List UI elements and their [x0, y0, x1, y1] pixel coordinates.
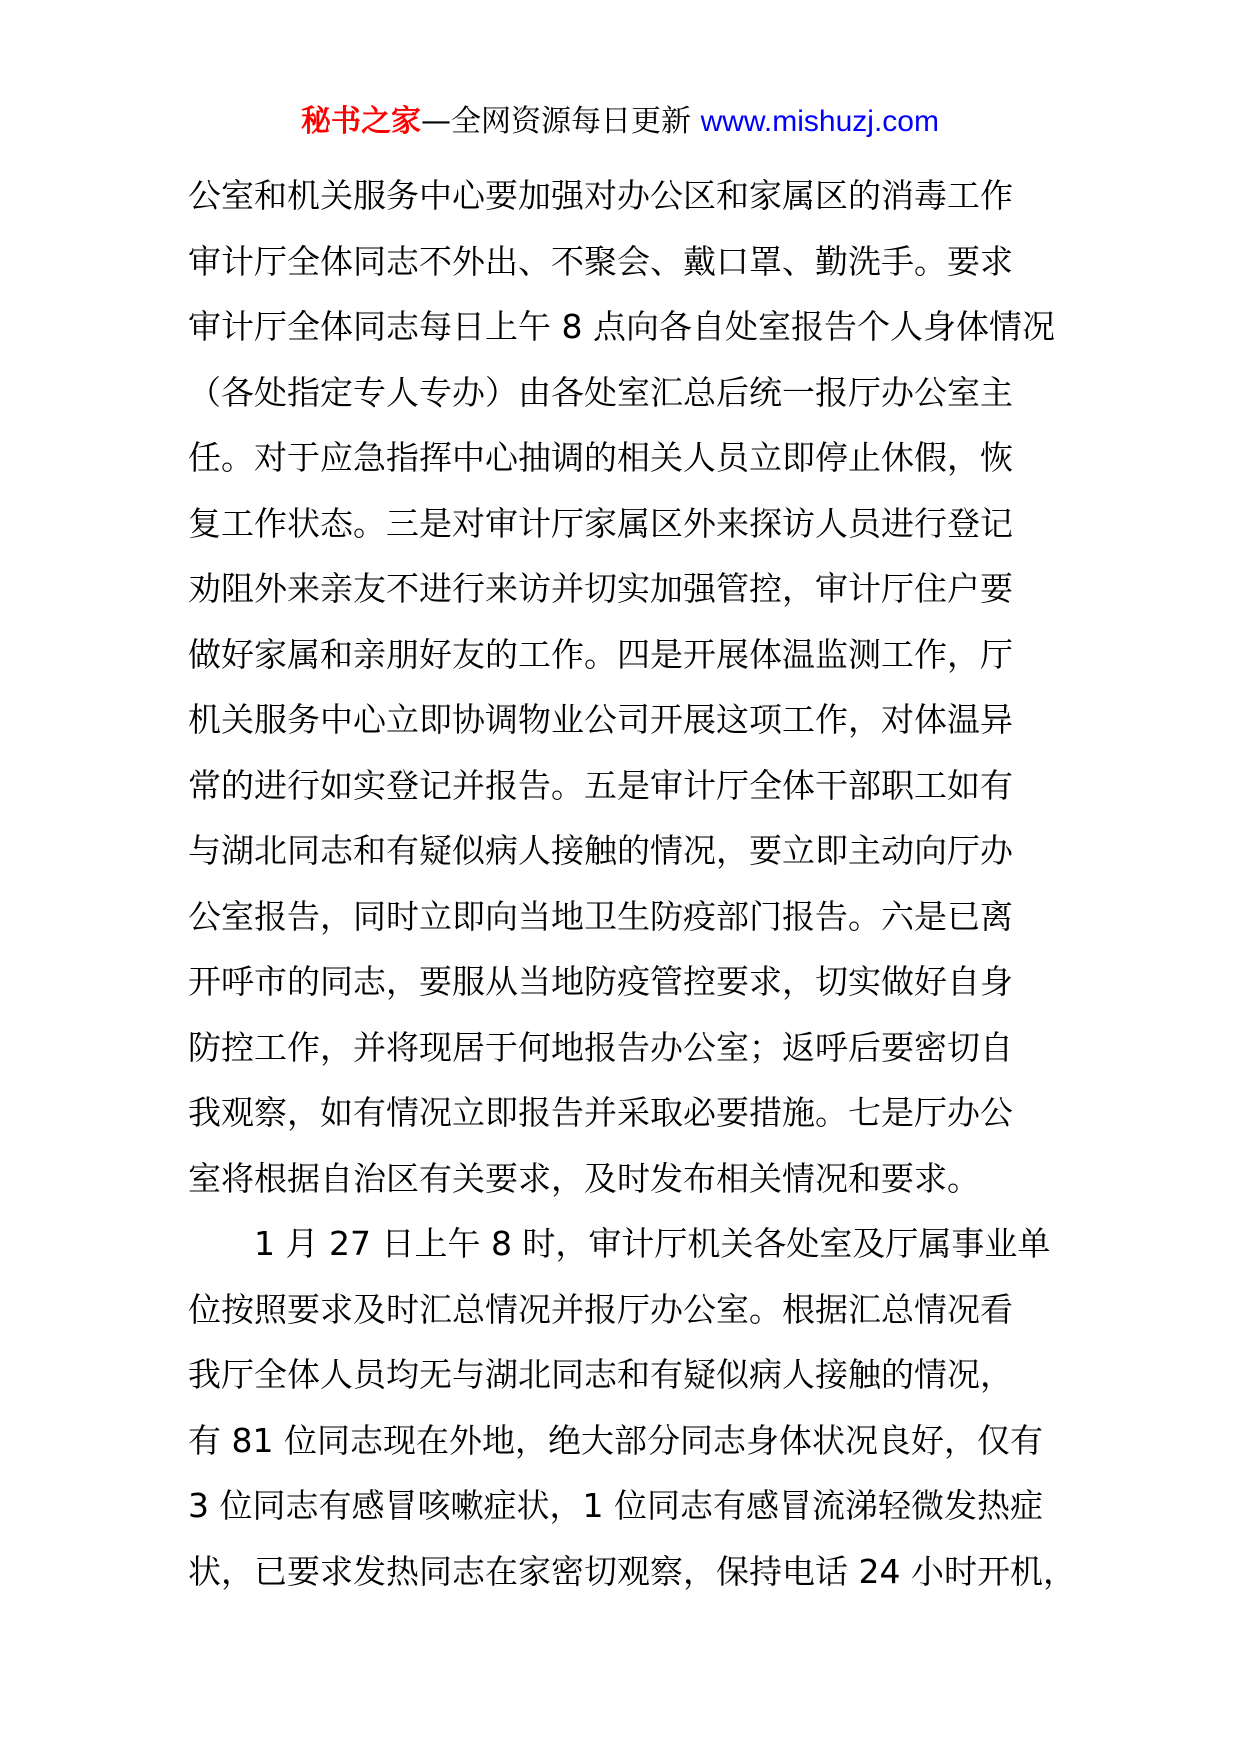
- text-line: 我厅全体人员均无与湖北同志和有疑似病人接触的情况，: [188, 1355, 1013, 1394]
- text-line: 公室报告，同时立即向当地卫生防疫部门报告。六是已离: [188, 896, 1013, 936]
- text-line: 机关服务中心立即协调物业公司开展这项工作，对体温异: [188, 700, 1013, 739]
- text-line: 位按照要求及时汇总情况并报厅办公室。根据汇总情况看: [188, 1289, 1013, 1329]
- text-line: 审计厅全体同志每日上午 8 点向各自处室报告个人身体情况: [188, 307, 1055, 346]
- text-line: 开呼市的同志，要服从当地防疫管控要求，切实做好自身: [188, 962, 1013, 1001]
- text-line: 常的进行如实登记并报告。五是审计厅全体干部职工如有: [188, 765, 1013, 805]
- text-line: 与湖北同志和有疑似病人接触的情况，要立即主动向厅办: [188, 831, 1013, 870]
- text-line: 复工作状态。三是对审计厅家属区外来探访人员进行登记: [188, 503, 1013, 543]
- text-line: 公室和机关服务中心要加强对办公区和家属区的消毒工作: [188, 176, 1013, 215]
- text-line: 防控工作，并将现居于何地报告办公室；返呼后要密切自: [188, 1027, 1013, 1067]
- text-line: 任。对于应急指挥中心抽调的相关人员立即停止休假，恢: [188, 438, 1013, 477]
- text-line: 状，已要求发热同志在家密切观察，保持电话 24 小时开机，: [188, 1551, 1076, 1591]
- site-tagline: —全网资源每日更新: [421, 104, 692, 139]
- site-header: [0, 100, 1240, 144]
- text-line: 做好家属和亲朋好友的工作。四是开展体温监测工作，厅: [188, 634, 1013, 674]
- paragraph-2: [188, 1211, 1088, 1604]
- text-line: （各处指定专人专办）由各处室汇总后统一报厅办公室主: [188, 372, 1013, 412]
- text-line: 室将根据自治区有关要求，及时发布相关情况和要求。: [188, 1158, 980, 1198]
- text-line: 我观察，如有情况立即报告并采取必要措施。七是厅办公: [188, 1093, 1013, 1132]
- text-line: 3 位同志有感冒咳嗽症状，1 位同志有感冒流涕轻微发热症: [188, 1486, 1043, 1525]
- text-line: 审计厅全体同志不外出、不聚会、戴口罩、勤洗手。要求: [188, 241, 1013, 281]
- text-line: 劝阻外来亲友不进行来访并切实加强管控，审计厅住户要: [188, 569, 1013, 608]
- site-brand: 秘书之家: [301, 104, 422, 139]
- document-body: [188, 163, 1088, 1604]
- text-line: 有 81 位同志现在外地，绝大部分同志身体状况良好，仅有: [188, 1420, 1043, 1460]
- text-line-first: 1 月 27 日上午 8 时，审计厅机关各处室及厅属事业单: [254, 1224, 1051, 1263]
- site-url-link[interactable]: www.mishuzj.com: [700, 105, 939, 138]
- paragraph-1: [188, 163, 1088, 1211]
